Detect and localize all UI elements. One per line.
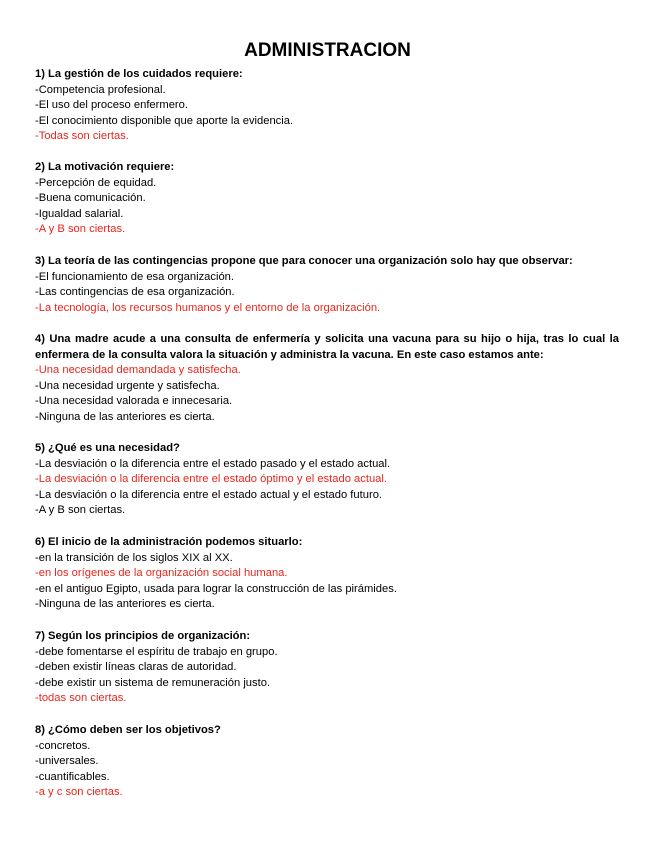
question-text: 1) La gestión de los cuidados requiere:: [35, 68, 243, 80]
answer-option: -La desviación o la diferencia entre el estado óptimo y el estado actual.: [35, 473, 387, 486]
answer-option: -El conocimiento disponible que aporte la evidencia.: [35, 114, 294, 127]
answer-option: -cuantificables.: [35, 770, 110, 783]
answer-option: -concretos.: [35, 739, 91, 752]
answer-option: -La desviación o la diferencia entre el estado actual y el estado futuro.: [35, 488, 383, 501]
question-text: 8) ¿Cómo deben ser los objetivos?: [35, 724, 221, 736]
question-8: [35, 723, 619, 801]
answer-option: -A y B son ciertas.: [35, 504, 126, 517]
question-text: 6) El inicio de la administración podemos situarlo:: [35, 536, 303, 548]
question-4: [35, 332, 619, 426]
question-2: [35, 160, 619, 238]
answer-option: -El funcionamiento de esa organización.: [35, 270, 235, 283]
answer-option: -Ninguna de las anteriores es cierta.: [35, 410, 215, 423]
answer-option: -todas son ciertas.: [35, 692, 127, 705]
question-5: [35, 441, 619, 519]
answer-option: -Buena comunicación.: [35, 192, 146, 205]
answer-option: -A y B son ciertas.: [35, 223, 126, 236]
question-text: 5) ¿Qué es una necesidad?: [35, 442, 180, 454]
answer-option: -debe existir un sistema de remuneración justo.: [35, 676, 271, 689]
answer-option: -Percepción de equidad.: [35, 176, 157, 189]
answer-option: -en la transición de los siglos XIX al XX.: [35, 551, 233, 564]
question-1: [35, 67, 619, 145]
page-title: ADMINISTRACION: [244, 40, 411, 61]
question-text: 4) Una madre acude a una consulta de enfermería y solicita una vacuna para su hijo o hija, tras lo cual la enfermera de la consulta valora la situación y administra la vacuna. En este caso estamos ante:: [35, 333, 619, 361]
answer-option: -a y c son ciertas.: [35, 786, 123, 799]
answer-option: -en los orígenes de la organización social humana.: [35, 567, 288, 580]
answer-option: -deben existir líneas claras de autoridad.: [35, 661, 237, 674]
answer-option: -Competencia profesional.: [35, 83, 166, 96]
question-text: 3) La teoría de las contingencias propone que para conocer una organización solo hay que observar:: [35, 255, 573, 267]
question-3: [35, 254, 619, 316]
question-6: [35, 535, 619, 613]
question-7: [35, 629, 619, 707]
answer-option: -debe fomentarse el espíritu de trabajo en grupo.: [35, 645, 278, 658]
answer-option: -Una necesidad valorada e innecesaria.: [35, 395, 233, 408]
answer-option: -Una necesidad demandada y satisfecha.: [35, 364, 241, 377]
answer-option: -Todas son ciertas.: [35, 130, 129, 143]
answer-option: -Una necesidad urgente y satisfecha.: [35, 379, 220, 392]
answer-option: -Las contingencias de esa organización.: [35, 286, 235, 299]
answer-option: -en el antiguo Egipto, usada para lograr la construcción de las pirámides.: [35, 582, 397, 595]
answer-option: -El uso del proceso enfermero.: [35, 99, 188, 112]
answer-option: -La desviación o la diferencia entre el estado pasado y el estado actual.: [35, 457, 391, 470]
answer-option: -La tecnología, los recursos humanos y el entorno de la organización.: [35, 301, 381, 314]
answer-option: -Igualdad salarial.: [35, 207, 124, 220]
question-text: 2) La motivación requiere:: [35, 161, 175, 173]
answer-option: -universales.: [35, 755, 99, 768]
answer-option: -Ninguna de las anteriores es cierta.: [35, 598, 215, 611]
question-text: 7) Según los principios de organización:: [35, 630, 251, 642]
